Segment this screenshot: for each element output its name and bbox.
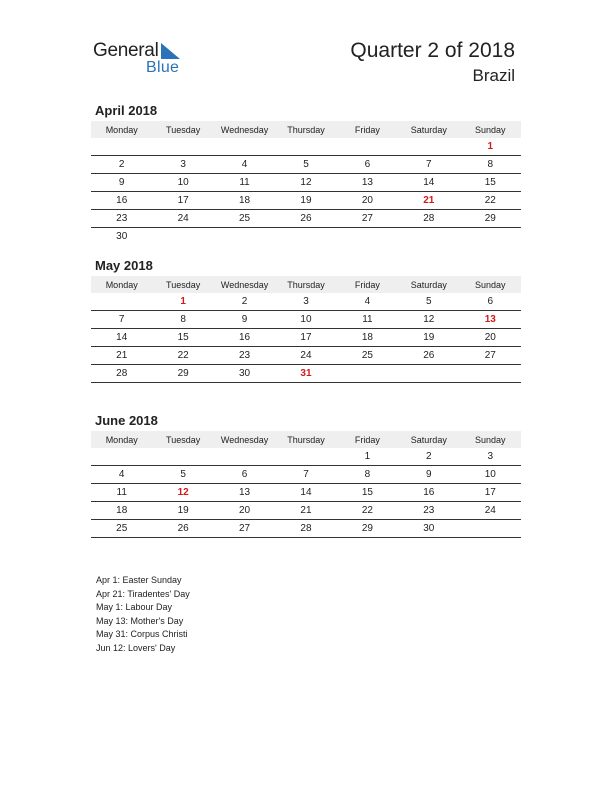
day-cell: 2: [214, 293, 275, 311]
day-cell: 27: [460, 347, 521, 365]
day-cell: 29: [152, 365, 213, 383]
day-cell: 24: [460, 502, 521, 520]
month-title: May 2018: [95, 258, 153, 273]
weekday-header-row: [91, 276, 521, 293]
week-row: [91, 484, 521, 502]
day-cell: 28: [275, 520, 336, 538]
calendar-table: [91, 121, 521, 245]
week-row: [91, 156, 521, 174]
day-cell: 26: [152, 520, 213, 538]
weekday-header: Monday: [91, 276, 152, 293]
day-cell: 22: [152, 347, 213, 365]
day-cell: 13: [214, 484, 275, 502]
day-cell: 3: [275, 293, 336, 311]
day-cell: 14: [91, 329, 152, 347]
weekday-header: Tuesday: [152, 276, 213, 293]
day-cell: 12: [398, 311, 459, 329]
day-cell: 22: [460, 192, 521, 210]
day-cell: 7: [275, 466, 336, 484]
day-cell: 8: [152, 311, 213, 329]
day-cell: 27: [214, 520, 275, 538]
weekday-header: Wednesday: [214, 121, 275, 138]
day-cell: 19: [275, 192, 336, 210]
empty-day-cell: [275, 448, 336, 466]
country-name: Brazil: [472, 66, 515, 85]
week-row: [91, 210, 521, 228]
week-row: [91, 311, 521, 329]
empty-day-cell: [214, 448, 275, 466]
day-cell: 8: [337, 466, 398, 484]
day-cell: 2: [398, 448, 459, 466]
day-cell: 10: [275, 311, 336, 329]
empty-day-cell: [214, 228, 275, 246]
page-title: Quarter 2 of 2018: [350, 39, 515, 62]
holiday-list: [96, 574, 190, 656]
calendar-table: [91, 431, 521, 538]
empty-day-cell: [214, 138, 275, 156]
month-may: [91, 258, 521, 383]
day-cell: 29: [337, 520, 398, 538]
weekday-header: Wednesday: [214, 276, 275, 293]
weekday-header-row: [91, 121, 521, 138]
logo: [93, 40, 193, 80]
day-cell: 21: [398, 192, 459, 210]
weekday-header: Saturday: [398, 431, 459, 448]
empty-day-cell: [460, 228, 521, 246]
day-cell: 16: [214, 329, 275, 347]
day-cell: 8: [460, 156, 521, 174]
day-cell: 13: [337, 174, 398, 192]
day-cell: 4: [214, 156, 275, 174]
weekday-header: Thursday: [275, 276, 336, 293]
day-cell: 25: [214, 210, 275, 228]
week-row: [91, 347, 521, 365]
day-cell: 18: [337, 329, 398, 347]
day-cell: 1: [460, 138, 521, 156]
weekday-header: Sunday: [460, 121, 521, 138]
day-cell: 6: [337, 156, 398, 174]
month-april: [91, 103, 521, 245]
week-row: [91, 174, 521, 192]
day-cell: 20: [214, 502, 275, 520]
day-cell: 16: [91, 192, 152, 210]
day-cell: 30: [398, 520, 459, 538]
day-cell: 4: [91, 466, 152, 484]
weekday-header: Saturday: [398, 121, 459, 138]
holiday-note: May 1: Labour Day: [96, 602, 173, 613]
weekday-header: Monday: [91, 431, 152, 448]
day-cell: 25: [337, 347, 398, 365]
day-cell: 10: [152, 174, 213, 192]
day-cell: 31: [275, 365, 336, 383]
day-cell: 18: [91, 502, 152, 520]
day-cell: 17: [152, 192, 213, 210]
day-cell: 7: [398, 156, 459, 174]
day-cell: 24: [152, 210, 213, 228]
day-cell: 12: [152, 484, 213, 502]
empty-day-cell: [398, 365, 459, 383]
weekday-header: Saturday: [398, 276, 459, 293]
empty-day-cell: [460, 365, 521, 383]
week-row: [91, 293, 521, 311]
holiday-note: May 13: Mother's Day: [96, 615, 184, 626]
day-cell: 15: [337, 484, 398, 502]
day-cell: 15: [460, 174, 521, 192]
day-cell: 11: [337, 311, 398, 329]
day-cell: 9: [91, 174, 152, 192]
day-cell: 2: [91, 156, 152, 174]
day-cell: 19: [398, 329, 459, 347]
weekday-header: Sunday: [460, 431, 521, 448]
holiday-note: Jun 12: Lovers' Day: [96, 642, 176, 653]
empty-day-cell: [398, 138, 459, 156]
weekday-header: Friday: [337, 431, 398, 448]
day-cell: 1: [337, 448, 398, 466]
empty-day-cell: [91, 293, 152, 311]
day-cell: 25: [91, 520, 152, 538]
week-row: [91, 466, 521, 484]
day-cell: 27: [337, 210, 398, 228]
day-cell: 18: [214, 192, 275, 210]
day-cell: 21: [275, 502, 336, 520]
day-cell: 5: [398, 293, 459, 311]
day-cell: 9: [398, 466, 459, 484]
empty-day-cell: [337, 228, 398, 246]
day-cell: 4: [337, 293, 398, 311]
empty-day-cell: [91, 448, 152, 466]
day-cell: 22: [337, 502, 398, 520]
day-cell: 16: [398, 484, 459, 502]
day-cell: 19: [152, 502, 213, 520]
day-cell: 1: [152, 293, 213, 311]
holiday-note: Apr 1: Easter Sunday: [96, 575, 182, 585]
day-cell: 30: [214, 365, 275, 383]
week-row: [91, 365, 521, 383]
weekday-header: Monday: [91, 121, 152, 138]
holiday-note: May 31: Corpus Christi: [96, 629, 188, 640]
day-cell: 24: [275, 347, 336, 365]
weekday-header: Thursday: [275, 121, 336, 138]
day-cell: 10: [460, 466, 521, 484]
day-cell: 26: [398, 347, 459, 365]
day-cell: 14: [398, 174, 459, 192]
weekday-header: Friday: [337, 121, 398, 138]
month-title: June 2018: [95, 413, 158, 428]
day-cell: 28: [398, 210, 459, 228]
day-cell: 21: [91, 347, 152, 365]
empty-day-cell: [460, 520, 521, 538]
empty-day-cell: [91, 138, 152, 156]
day-cell: 17: [275, 329, 336, 347]
day-cell: 11: [214, 174, 275, 192]
day-cell: 15: [152, 329, 213, 347]
empty-day-cell: [275, 138, 336, 156]
week-row: [91, 448, 521, 466]
day-cell: 9: [214, 311, 275, 329]
logo-word-blue: Blue: [146, 59, 180, 76]
day-cell: 14: [275, 484, 336, 502]
empty-day-cell: [152, 448, 213, 466]
day-cell: 3: [152, 156, 213, 174]
day-cell: 29: [460, 210, 521, 228]
day-cell: 6: [214, 466, 275, 484]
day-cell: 6: [460, 293, 521, 311]
empty-day-cell: [398, 228, 459, 246]
weekday-header: Tuesday: [152, 121, 213, 138]
empty-day-cell: [337, 138, 398, 156]
week-row: [91, 502, 521, 520]
empty-day-cell: [337, 365, 398, 383]
day-cell: 28: [91, 365, 152, 383]
day-cell: 5: [275, 156, 336, 174]
week-row: [91, 520, 521, 538]
day-cell: 30: [116, 231, 128, 242]
month-june: [91, 413, 521, 538]
week-row: [91, 192, 521, 210]
day-cell: 23: [91, 210, 152, 228]
day-cell: 26: [275, 210, 336, 228]
weekday-header: Thursday: [275, 431, 336, 448]
week-row: [91, 228, 521, 246]
day-cell: 5: [152, 466, 213, 484]
day-cell: 20: [460, 329, 521, 347]
day-cell: 11: [91, 484, 152, 502]
day-cell: 12: [275, 174, 336, 192]
day-cell: 13: [460, 311, 521, 329]
week-row: [91, 138, 521, 156]
day-cell: 23: [214, 347, 275, 365]
day-cell: 3: [460, 448, 521, 466]
day-cell: 23: [398, 502, 459, 520]
day-cell: 20: [337, 192, 398, 210]
empty-day-cell: [152, 138, 213, 156]
holiday-note: Apr 21: Tiradentes' Day: [96, 588, 190, 599]
weekday-header: Tuesday: [152, 431, 213, 448]
empty-day-cell: [275, 228, 336, 246]
empty-day-cell: [152, 228, 213, 246]
weekday-header: Sunday: [460, 276, 521, 293]
weekday-header: Friday: [337, 276, 398, 293]
day-cell: 7: [91, 311, 152, 329]
logo-word-general: General: [93, 40, 159, 61]
weekday-header-row: [91, 431, 521, 448]
week-row: [91, 329, 521, 347]
month-title: April 2018: [95, 103, 158, 118]
weekday-header: Wednesday: [214, 431, 275, 448]
calendar-table: [91, 276, 521, 383]
day-cell: 17: [460, 484, 521, 502]
